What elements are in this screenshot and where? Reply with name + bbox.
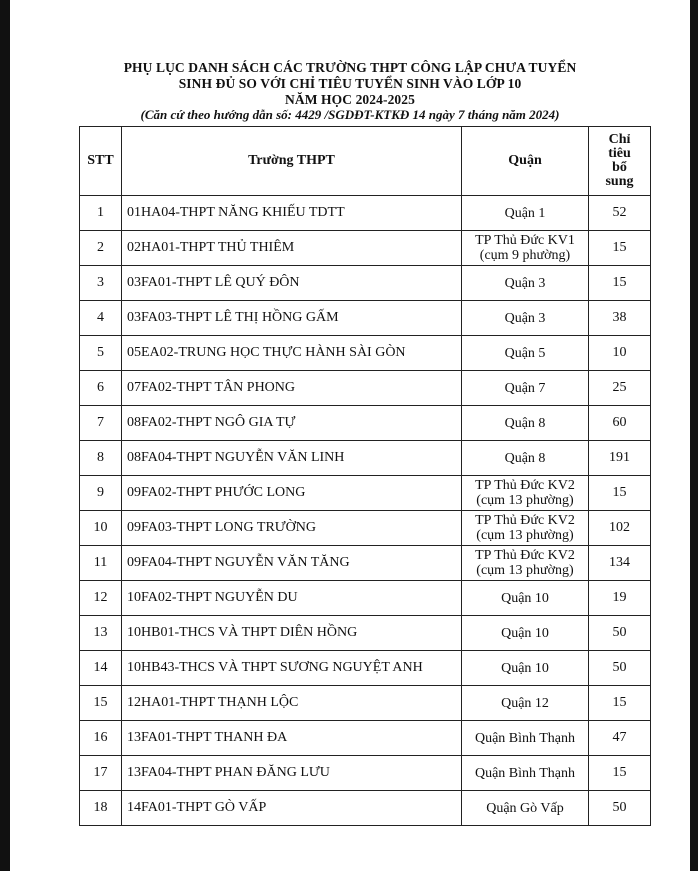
header-quota-line: tiêu (608, 146, 631, 161)
row-quota: 19 (589, 581, 651, 616)
row-district (462, 441, 589, 476)
row-stt: 13 (80, 616, 122, 651)
row-quota: 15 (589, 231, 651, 266)
document-heading (10, 60, 690, 122)
table-row (80, 441, 651, 476)
row-district (462, 686, 589, 721)
row-school-name: 09FA03-THPT LONG TRƯỜNG (122, 511, 462, 546)
header-district: Quận (462, 127, 589, 196)
row-district (462, 476, 589, 511)
row-district-line: TP Thủ Đức KV2 (475, 513, 575, 528)
row-school-name: 10FA02-THPT NGUYỄN DU (122, 581, 462, 616)
row-district-line: Quận Bình Thạnh (474, 765, 576, 781)
row-district-line: TP Thủ Đức KV2 (475, 548, 575, 563)
row-district-line: Quận 7 (504, 380, 546, 396)
row-quota: 50 (589, 791, 651, 826)
row-quota: 15 (589, 476, 651, 511)
table-row (80, 651, 651, 686)
schools-table (79, 126, 651, 826)
row-stt: 7 (80, 406, 122, 441)
table-row (80, 721, 651, 756)
row-district (462, 756, 589, 791)
row-quota: 52 (589, 196, 651, 231)
row-district-line: (cụm 9 phường) (479, 248, 571, 263)
row-stt: 4 (80, 301, 122, 336)
row-district (462, 616, 589, 651)
row-school-name: 10HB01-THCS VÀ THPT DIÊN HỒNG (122, 616, 462, 651)
table-row (80, 511, 651, 546)
row-school-name: 13FA01-THPT THANH ĐA (122, 721, 462, 756)
row-stt: 15 (80, 686, 122, 721)
row-district-line: (cụm 13 phường) (476, 493, 574, 508)
row-quota: 10 (589, 336, 651, 371)
row-stt: 10 (80, 511, 122, 546)
row-district-line: TP Thủ Đức KV1 (475, 233, 575, 248)
table-row (80, 476, 651, 511)
table-row (80, 546, 651, 581)
header-quota-line: Chỉ (608, 132, 631, 147)
table-row (80, 266, 651, 301)
row-stt: 1 (80, 196, 122, 231)
row-district-line: Quận 12 (501, 695, 549, 711)
row-district (462, 581, 589, 616)
row-school-name: 08FA04-THPT NGUYỄN VĂN LINH (122, 441, 462, 476)
row-district-line: Quận 10 (501, 625, 549, 641)
row-district (462, 371, 589, 406)
row-school-name: 03FA03-THPT LÊ THỊ HỒNG GẤM (122, 301, 462, 336)
table-row (80, 371, 651, 406)
row-district (462, 196, 589, 231)
table-header-row (80, 127, 651, 196)
row-school-name: 05EA02-TRUNG HỌC THỰC HÀNH SÀI GÒN (122, 336, 462, 371)
table-row (80, 581, 651, 616)
row-school-name: 08FA02-THPT NGÔ GIA TỰ (122, 406, 462, 441)
row-school-name: 09FA02-THPT PHƯỚC LONG (122, 476, 462, 511)
table-row (80, 791, 651, 826)
table-row (80, 686, 651, 721)
row-district (462, 406, 589, 441)
row-stt: 18 (80, 791, 122, 826)
row-district-line: Quận Bình Thạnh (474, 730, 576, 746)
header-quota (589, 127, 651, 196)
header-stt: STT (80, 127, 122, 196)
row-district-line: (cụm 13 phường) (476, 563, 574, 578)
row-quota: 38 (589, 301, 651, 336)
title-line-2: SINH ĐỦ SO VỚI CHỈ TIÊU TUYỂN SINH VÀO LỚP 10 (178, 76, 522, 91)
row-district (462, 791, 589, 826)
row-school-name: 09FA04-THPT NGUYỄN VĂN TĂNG (122, 546, 462, 581)
row-district-line: Quận 10 (501, 660, 549, 676)
row-stt: 14 (80, 651, 122, 686)
row-quota: 191 (589, 441, 651, 476)
row-school-name: 12HA01-THPT THẠNH LỘC (122, 686, 462, 721)
header-quota-line: bổ (612, 160, 627, 175)
row-district (462, 231, 589, 266)
row-district (462, 336, 589, 371)
title-line-3: NĂM HỌC 2024-2025 (285, 92, 415, 107)
row-district (462, 511, 589, 546)
table-row (80, 301, 651, 336)
document-page (10, 0, 690, 871)
row-stt: 5 (80, 336, 122, 371)
row-district (462, 266, 589, 301)
row-stt: 12 (80, 581, 122, 616)
row-school-name: 07FA02-THPT TÂN PHONG (122, 371, 462, 406)
row-district-line: Quận 5 (504, 345, 546, 361)
document-basis-note: (Căn cứ theo hướng dẫn số: 4429 /SGDĐT-KTKĐ 14 ngày 7 tháng năm 2024) (140, 107, 560, 122)
row-quota: 50 (589, 651, 651, 686)
row-district-line: Quận 10 (501, 590, 549, 606)
row-district-line: Quận 8 (504, 415, 546, 431)
row-quota: 25 (589, 371, 651, 406)
row-district-line: Quận 3 (504, 310, 546, 326)
row-quota: 15 (589, 266, 651, 301)
table-row (80, 196, 651, 231)
header-quota-line: sung (605, 174, 634, 189)
table-row (80, 336, 651, 371)
table-row (80, 756, 651, 791)
row-school-name: 02HA01-THPT THỦ THIÊM (122, 231, 462, 266)
title-line-1: PHỤ LỤC DANH SÁCH CÁC TRƯỜNG THPT CÔNG LẬP CHƯA TUYỂN (123, 60, 577, 75)
row-district-line: Quận Gò Vấp (486, 800, 564, 816)
row-stt: 3 (80, 266, 122, 301)
row-stt: 17 (80, 756, 122, 791)
row-quota: 50 (589, 616, 651, 651)
row-quota: 15 (589, 756, 651, 791)
row-school-name: 13FA04-THPT PHAN ĐĂNG LƯU (122, 756, 462, 791)
row-quota: 15 (589, 686, 651, 721)
row-stt: 9 (80, 476, 122, 511)
row-school-name: 14FA01-THPT GÒ VẤP (122, 791, 462, 826)
row-district (462, 651, 589, 686)
row-stt: 11 (80, 546, 122, 581)
row-district (462, 546, 589, 581)
header-school: Trường THPT (122, 127, 462, 196)
table-row (80, 406, 651, 441)
row-quota: 47 (589, 721, 651, 756)
row-stt: 2 (80, 231, 122, 266)
row-district-line: Quận 3 (504, 275, 546, 291)
row-district-line: Quận 8 (504, 450, 546, 466)
row-quota: 102 (589, 511, 651, 546)
table-row (80, 231, 651, 266)
row-school-name: 03FA01-THPT LÊ QUÝ ĐÔN (122, 266, 462, 301)
row-district-line: (cụm 13 phường) (476, 528, 574, 543)
row-district (462, 721, 589, 756)
row-school-name: 01HA04-THPT NĂNG KHIẾU TDTT (122, 196, 462, 231)
row-district (462, 301, 589, 336)
row-quota: 60 (589, 406, 651, 441)
row-stt: 8 (80, 441, 122, 476)
table-body (80, 196, 651, 826)
row-stt: 16 (80, 721, 122, 756)
row-school-name: 10HB43-THCS VÀ THPT SƯƠNG NGUYỆT ANH (122, 651, 462, 686)
row-stt: 6 (80, 371, 122, 406)
row-district-line: Quận 1 (504, 205, 546, 221)
row-quota: 134 (589, 546, 651, 581)
row-district-line: TP Thủ Đức KV2 (475, 478, 575, 493)
table-row (80, 616, 651, 651)
